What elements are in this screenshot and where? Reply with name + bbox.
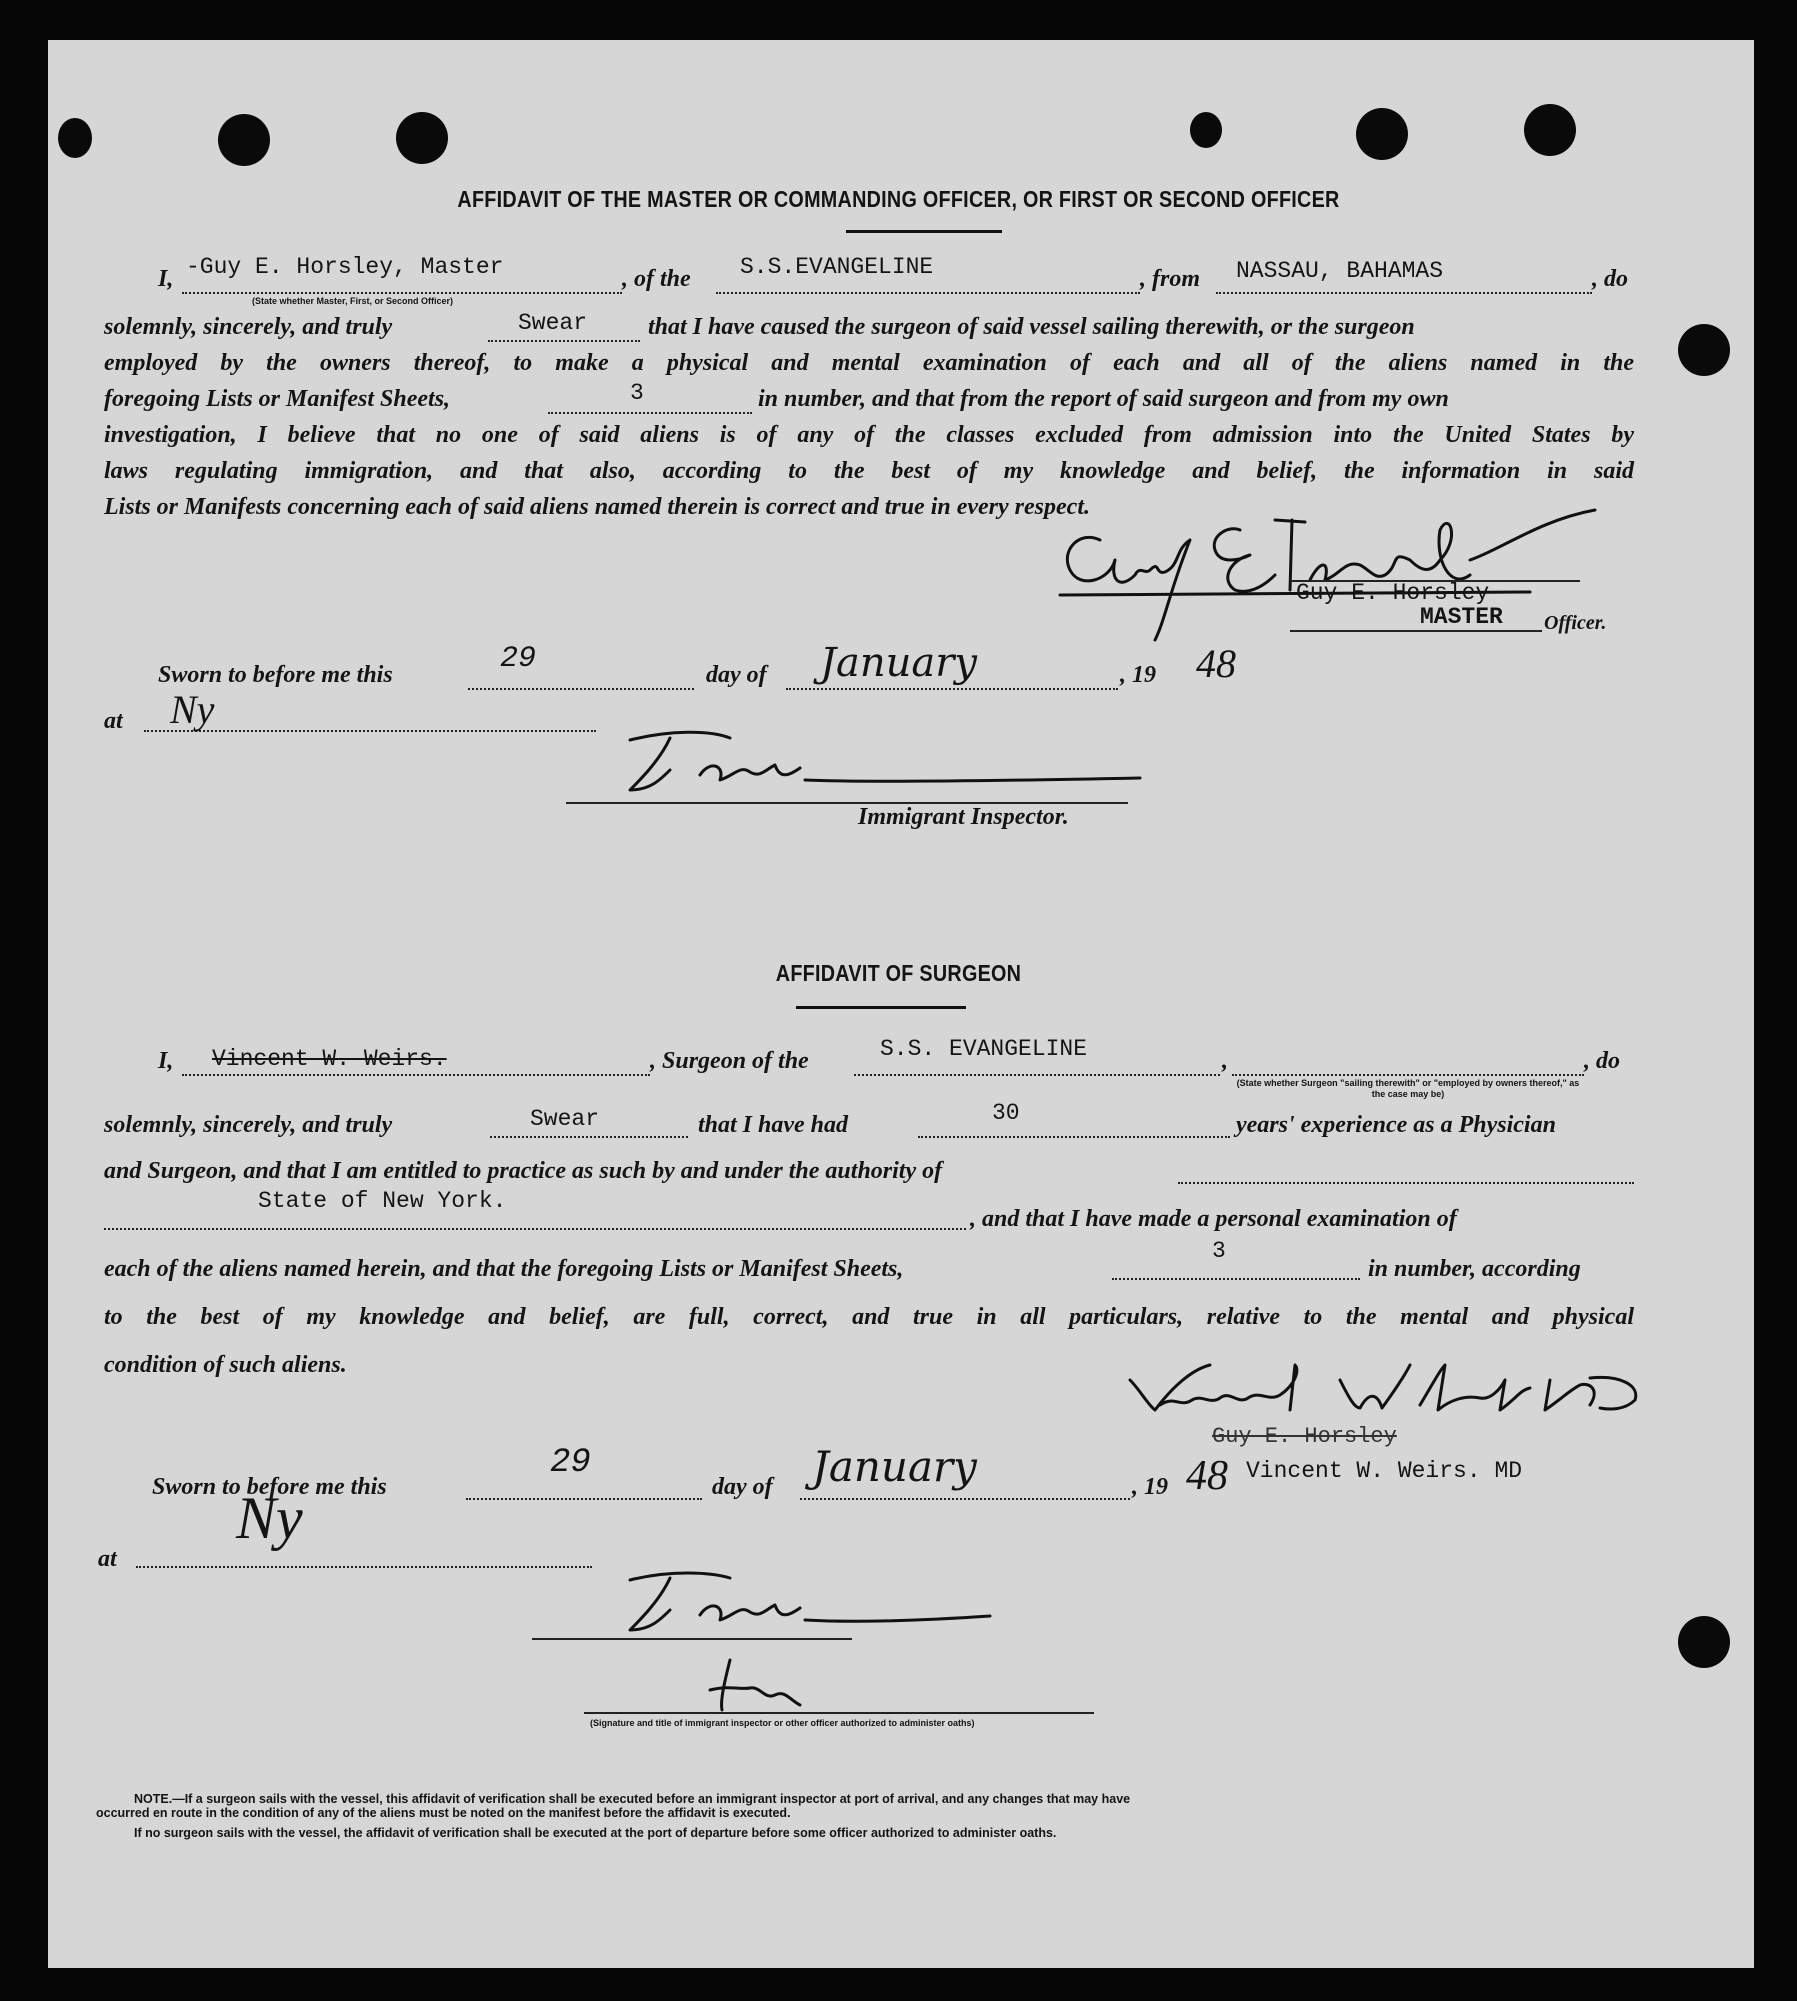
surgeon-line5-b: in number, according <box>1368 1256 1581 1282</box>
punch-hole <box>1356 108 1408 160</box>
master-typed-title: MASTER <box>1420 604 1503 630</box>
master-line7: Lists or Manifests concerning each of said aliens named therein is correct and true in every respect. <box>104 494 1090 520</box>
surgeon-year-suffix: 48 <box>1186 1453 1228 1499</box>
surgeon-inspector-line-upper <box>532 1638 852 1640</box>
surgeon-typed-name: Vincent W. Weirs. MD <box>1246 1458 1523 1484</box>
surgeon-name-field-line <box>182 1074 650 1076</box>
surgeon-vessel-field-line <box>854 1074 1220 1076</box>
surgeon-line2-a: solemnly, sincerely, and truly <box>104 1112 393 1138</box>
surgeon-do-label: , do <box>1584 1048 1620 1074</box>
surgeon-of-label: , Surgeon of the <box>650 1048 809 1074</box>
surgeon-struck-name: Guy E. Horsley <box>1212 1424 1397 1449</box>
master-line4-b: in number, and that from the report of said surgeon and from my own <box>758 386 1449 412</box>
surgeon-count-field-line <box>1112 1278 1360 1280</box>
surgeon-hint: (State whether Surgeon "sailing therewith" or "employed by owners thereof," as the case may be) <box>1236 1078 1580 1099</box>
surgeon-line2-b: that I have had <box>698 1112 849 1138</box>
surgeon-line7: condition of such aliens. <box>104 1352 347 1378</box>
surgeon-sworn-month: January <box>812 1442 977 1491</box>
master-typed-name: Guy E. Horsley <box>1296 580 1490 606</box>
surgeon-at-label: at <box>98 1546 117 1572</box>
punch-hole <box>1678 324 1730 376</box>
master-sworn-day-line <box>468 688 694 690</box>
master-from-label: , from <box>1140 266 1200 292</box>
master-officer-label: Officer. <box>1544 612 1607 634</box>
master-line3: employed by the owners thereof, to make a physical and mental examination of each and all of the aliens named in the <box>104 350 1634 376</box>
surgeon-line3: and Surgeon, and that I am entitled to practice as such by and under the authority of <box>104 1158 943 1184</box>
master-port-field-line <box>1216 292 1592 294</box>
punch-hole <box>58 118 92 158</box>
surgeon-year-prefix: , 19 <box>1132 1474 1168 1500</box>
master-oath-value: Swear <box>518 310 588 336</box>
master-oath-field-line <box>488 340 640 342</box>
master-inspector-label: Immigrant Inspector. <box>858 804 1069 830</box>
master-line4-a: foregoing Lists or Manifest Sheets, <box>104 386 451 412</box>
master-port-value: NASSAU, BAHAMAS <box>1236 258 1444 284</box>
surgeon-signature <box>1120 1360 1660 1430</box>
master-year-suffix: 48 <box>1196 641 1236 686</box>
surgeon-hint-field-line <box>1232 1074 1584 1076</box>
master-count-value: 3 <box>630 380 644 406</box>
surgeon-sworn-day: 29 <box>550 1444 591 1482</box>
master-name-value: -Guy E. Horsley, Master <box>186 254 504 280</box>
surgeon-oath-value: Swear <box>530 1106 600 1132</box>
master-rank-hint: (State whether Master, First, or Second Officer) <box>252 296 454 306</box>
punch-hole <box>1190 112 1222 148</box>
footnote-line-1: NOTE.—If a surgeon sails with the vessel, this affidavit of verification shall be executed before an immigrant inspector at port of arrival, and any changes that may have <box>134 1792 1131 1806</box>
master-sworn-month: January <box>820 640 977 686</box>
master-sworn-month-line <box>786 688 1118 690</box>
surgeon-i-label: I, <box>158 1048 174 1074</box>
master-line6: laws regulating immigration, and that also, according to the best of my knowledge and belief, the information in said <box>104 458 1634 484</box>
master-line2-a: solemnly, sincerely, and truly <box>104 314 393 340</box>
surgeon-line2-c: years' experience as a Physician <box>1236 1112 1556 1138</box>
surgeon-day-of-label: day of <box>712 1474 773 1500</box>
surgeon-line4: , and that I have made a personal examination of <box>970 1206 1457 1232</box>
surgeon-vessel-value: S.S. EVANGELINE <box>880 1036 1088 1062</box>
surgeon-at-line <box>136 1566 592 1568</box>
surgeon-years-field-line <box>918 1136 1230 1138</box>
surgeon-officer-caption: (Signature and title of immigrant inspector or other officer authorized to administer oaths) <box>590 1718 975 1728</box>
master-do-label: , do <box>1592 266 1628 292</box>
master-at-label: at <box>104 708 123 734</box>
surgeon-name-value: Vincent W. Weirs. <box>212 1046 447 1072</box>
master-line5: investigation, I believe that no one of said aliens is of any of the classes excluded from admission into the United States by <box>104 422 1634 448</box>
surgeon-sworn-day-line <box>466 1498 702 1500</box>
surgeon-inspector-signature <box>610 1560 1010 1720</box>
surgeon-sworn-month-line <box>800 1498 1130 1500</box>
surgeon-years-value: 30 <box>992 1100 1020 1126</box>
master-day-of-label: day of <box>706 662 767 688</box>
master-title-line <box>1290 630 1542 632</box>
master-i-label: I, <box>158 266 174 292</box>
punch-hole <box>218 114 270 166</box>
surgeon-affidavit-heading: AFFIDAVIT OF SURGEON <box>775 960 1022 986</box>
surgeon-sworn-label: Sworn to before me this <box>152 1474 387 1500</box>
master-vessel-value: S.S.EVANGELINE <box>740 254 934 280</box>
heading-rule <box>846 230 1002 233</box>
surgeon-authority-field-line-b <box>104 1228 966 1230</box>
master-sworn-label: Sworn to before me this <box>158 662 393 688</box>
surgeon-line6: to the best of my knowledge and belief, are full, correct, and true in all particulars, relative to the mental and physical <box>104 1304 1634 1330</box>
master-affidavit-heading: AFFIDAVIT OF THE MASTER OR COMMANDING OFFICER, OR FIRST OR SECOND OFFICER <box>457 186 1340 212</box>
master-signature <box>1040 480 1600 650</box>
master-count-field-line <box>548 412 752 414</box>
master-of-the-label: , of the <box>622 266 691 292</box>
master-sworn-day: 29 <box>500 642 537 676</box>
heading-rule <box>796 1006 966 1009</box>
surgeon-line5-a: each of the aliens named herein, and that the foregoing Lists or Manifest Sheets, <box>104 1256 904 1282</box>
master-at-place: Ny <box>170 687 215 732</box>
footnote-line-3: If no surgeon sails with the vessel, the affidavit of verification shall be executed at the port of departure before some officer authorized to administer oaths. <box>134 1826 1057 1840</box>
surgeon-count-value: 3 <box>1212 1238 1226 1264</box>
master-inspector-signature <box>610 720 1150 800</box>
master-year-prefix: , 19 <box>1120 662 1156 688</box>
surgeon-oath-field-line <box>490 1136 688 1138</box>
surgeon-at-place: Ny <box>236 1485 303 1551</box>
surgeon-authority-field-line-a <box>1178 1182 1634 1184</box>
master-name-field-line <box>182 292 622 294</box>
surgeon-comma: , <box>1222 1048 1228 1074</box>
punch-hole <box>1678 1616 1730 1668</box>
surgeon-officer-signature-line <box>584 1712 1094 1714</box>
footnote-line-2: occurred en route in the condition of any of the aliens must be noted on the manifest before the affidavit is executed. <box>96 1806 791 1820</box>
punch-hole <box>396 112 448 164</box>
master-vessel-field-line <box>716 292 1140 294</box>
surgeon-authority-value: State of New York. <box>258 1188 507 1214</box>
master-line2-b: that I have caused the surgeon of said vessel sailing therewith, or the surgeon <box>648 314 1415 340</box>
punch-hole <box>1524 104 1576 156</box>
